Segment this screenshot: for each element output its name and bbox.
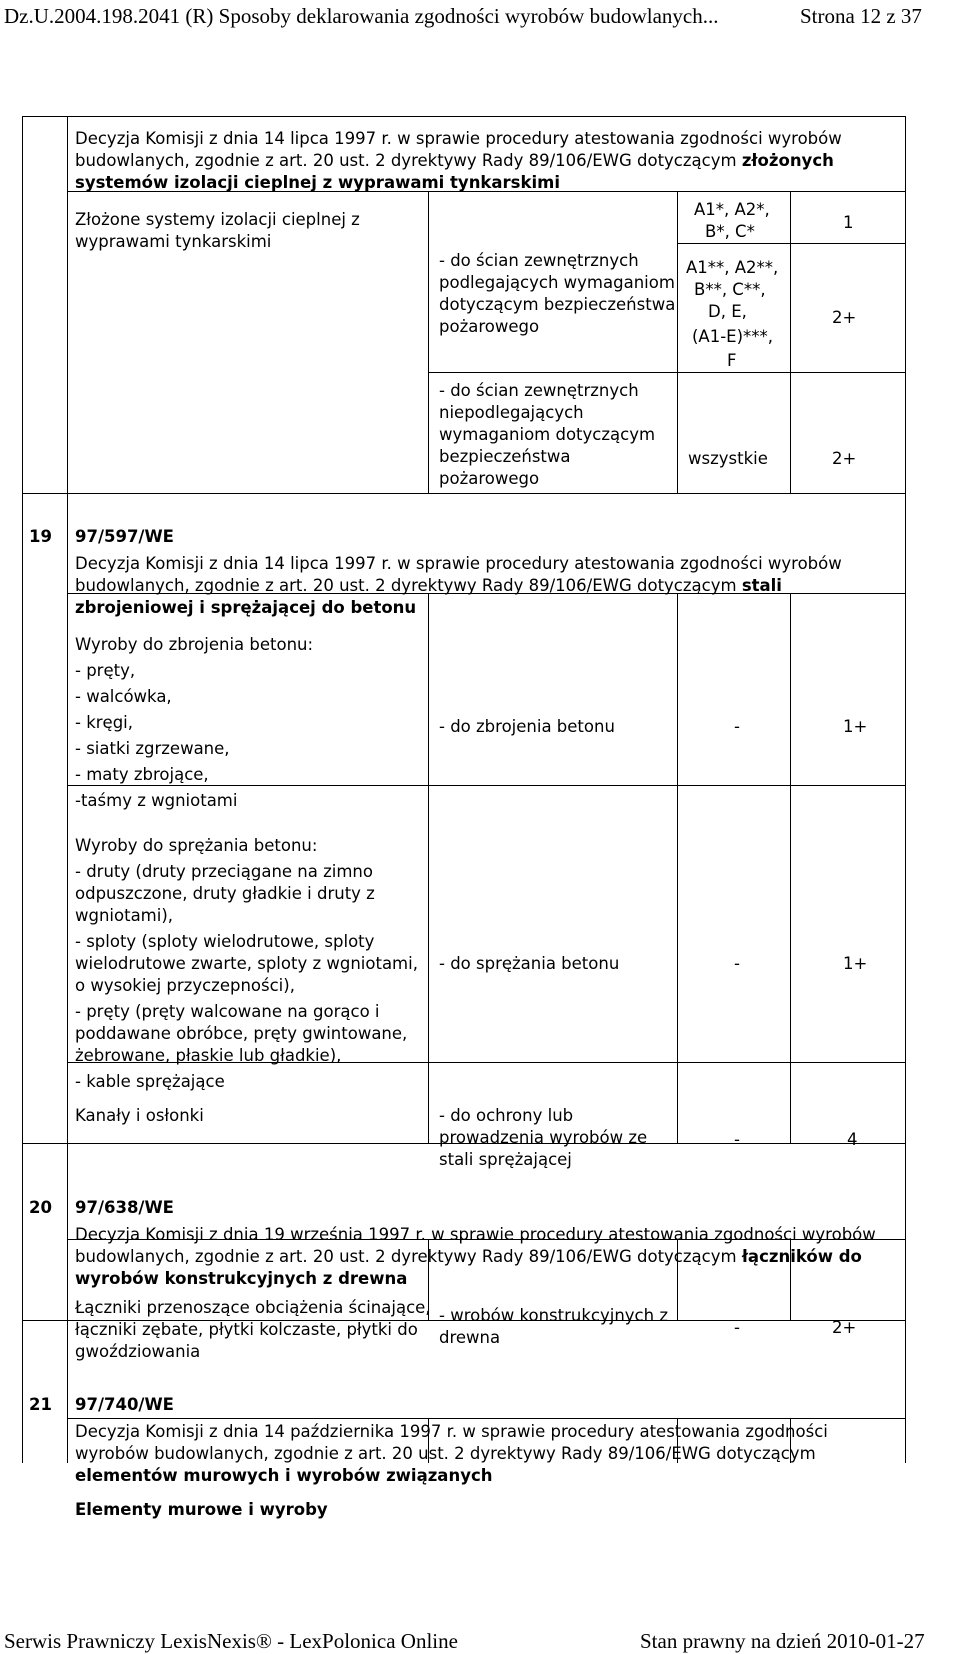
s18-decision-line1: Decyzja Komisji z dnia 14 lipca 1997 r. w sprawie procedury atestowania zgodności wyrobów	[75, 129, 842, 148]
s19-use1: - do zbrojenia betonu	[439, 717, 615, 736]
footer-left: Serwis Prawniczy LexisNexis® - LexPolonica Online	[4, 1629, 458, 1653]
s19-product2-line7: o wysokiej przyczepności),	[75, 976, 295, 995]
s20-decision-line2-text: budowlanych, zgodnie z art. 20 ust. 2 dyrektywy Rady 89/106/EWG dotyczącym	[75, 1247, 742, 1266]
s18-use2-line3: wymaganiom dotyczącym	[439, 425, 656, 444]
s18-use2-line4: bezpieczeństwa	[439, 447, 571, 466]
s19-product1-line6: - maty zbrojące,	[75, 765, 209, 784]
s19-use2: - do sprężania betonu	[439, 954, 620, 973]
s19-decision-line3: zbrojeniowej i sprężającej do betonu	[75, 598, 417, 617]
s19-product2-line9: poddawane obróbce, pręty gwintowane,	[75, 1024, 408, 1043]
s18-decision-line3: systemów izolacji cieplnej z wyprawami tynkarskimi	[75, 173, 560, 192]
s20-number: 20	[29, 1198, 52, 1217]
s19-use3-line2: prowadzenia wyrobów ze	[439, 1128, 648, 1147]
s18-class1a-line1: A1*, A2*,	[694, 200, 770, 219]
s19-product1-line5: - siatki zgrzewane,	[75, 739, 230, 758]
s18-product-line2: wyprawami tynkarskimi	[75, 232, 272, 251]
s21-decision-line2: wyrobów budowlanych, zgodnie z art. 20 ust. 2 dyrektywy Rady 89/106/EWG dotyczącym	[75, 1444, 816, 1463]
s21-code: 97/740/WE	[75, 1395, 174, 1414]
s18-class1b-line2: B**, C**,	[694, 280, 766, 299]
s19-decision-line2-text: budowlanych, zgodnie z art. 20 ust. 2 dyrektywy Rady 89/106/EWG dotyczącym	[75, 576, 742, 595]
s18-level1a: 1	[843, 213, 854, 232]
s19-use3-line1: - do ochrony lub	[439, 1106, 574, 1125]
s20-decision-line1: Decyzja Komisji z dnia 19 września 1997 r. w sprawie procedury atestowania zgodności wyrobów	[75, 1225, 876, 1244]
s20-product-line3: gwoździowania	[75, 1342, 201, 1361]
s18-level2: 2+	[832, 449, 857, 468]
s19-product3: Kanały i osłonki	[75, 1106, 204, 1125]
s20-decision-line2-bold: łączników do	[741, 1247, 862, 1266]
s20-product-line2: łączniki zębate, płytki kolczaste, płytki do	[75, 1320, 418, 1339]
s19-product2-line3: odpuszczone, druty gładkie i druty z	[75, 884, 375, 903]
s18-class1b-line4: (A1-E)***,	[692, 327, 774, 346]
s21-number: 21	[29, 1395, 52, 1414]
s18-use2-line5: pożarowego	[439, 469, 540, 488]
header-left: Dz.U.2004.198.2041 (R) Sposoby deklarowania zgodności wyrobów budowlanych...	[4, 4, 719, 28]
header-page-number: Strona 12 z 37	[800, 4, 922, 28]
s21-decision-line3: elementów murowych i wyrobów związanych	[75, 1466, 493, 1485]
s19-code: 97/597/WE	[75, 527, 174, 546]
s19-product2-line2: - druty (druty przeciągane na zimno	[75, 862, 373, 881]
s19-decision-line2	[75, 576, 782, 596]
s20-product-line1: Łączniki przenoszące obciążenia ścinające,	[75, 1298, 431, 1317]
s19-class3: -	[734, 1130, 740, 1149]
s19-product2-line8: - pręty (pręty walcowane na gorąco i	[75, 1002, 380, 1021]
s21-decision-line1: Decyzja Komisji z dnia 14 października 1997 r. w sprawie procedury atestowania zgodności	[75, 1422, 828, 1441]
s19-level1: 1+	[843, 717, 868, 736]
s18-decision-line2	[75, 151, 834, 171]
s19-product2-line5: - sploty (sploty wielodrutowe, sploty	[75, 932, 375, 951]
s20-use-line2: drewna	[439, 1328, 501, 1347]
s18-class1b-line3: D, E,	[708, 302, 747, 321]
s19-product2-line10: żebrowane, płaskie lub gładkie),	[75, 1046, 342, 1065]
s19-product1-line3: - walcówka,	[75, 687, 172, 706]
s19-product2-line1: Wyroby do sprężania betonu:	[75, 836, 318, 855]
s19-level2: 1+	[843, 954, 868, 973]
s20-use-line1: - wrobów konstrukcyjnych z	[439, 1306, 668, 1325]
s18-use1-line4: pożarowego	[439, 317, 540, 336]
s19-product2-line4: wgniotami),	[75, 906, 174, 925]
s19-decision-line1: Decyzja Komisji z dnia 14 lipca 1997 r. w sprawie procedury atestowania zgodności wyrobów	[75, 554, 842, 573]
s19-product1-line2: - pręty,	[75, 661, 136, 680]
s20-level: 2+	[832, 1318, 857, 1337]
s19-level3: 4	[847, 1130, 858, 1149]
s20-class: -	[734, 1318, 740, 1337]
s18-decision-line2-text: budowlanych, zgodnie z art. 20 ust. 2 dyrektywy Rady 89/106/EWG dotyczącym	[75, 151, 742, 170]
s19-use3-line3: stali sprężającej	[439, 1150, 572, 1169]
s18-use1-line1: - do ścian zewnętrznych	[439, 251, 639, 270]
s18-decision-line2-bold: złożonych	[741, 151, 834, 170]
s18-class1a-line2: B*, C*	[705, 222, 755, 241]
s20-code: 97/638/WE	[75, 1198, 174, 1217]
s19-product1-line7: -taśmy z wgniotami	[75, 791, 238, 810]
s21-product: Elementy murowe i wyroby	[75, 1500, 328, 1519]
s18-use1-line2: podlegających wymaganiom	[439, 273, 675, 292]
s20-decision-line3: wyrobów konstrukcyjnych z drewna	[75, 1269, 408, 1288]
s18-class1b-line5: F	[727, 351, 737, 370]
s19-class1: -	[734, 717, 740, 736]
s19-class2: -	[734, 954, 740, 973]
s18-use2-line2: niepodlegających	[439, 403, 584, 422]
s18-level1b: 2+	[832, 308, 857, 327]
s18-use1-line3: dotyczącym bezpieczeństwa	[439, 295, 676, 314]
s20-decision-line2	[75, 1247, 862, 1267]
s19-number: 19	[29, 527, 52, 546]
s19-product1-line4: - kręgi,	[75, 713, 133, 732]
s19-product1-line1: Wyroby do zbrojenia betonu:	[75, 635, 314, 654]
s18-use2-line1: - do ścian zewnętrznych	[439, 381, 639, 400]
s18-product-line1: Złożone systemy izolacji cieplnej z	[75, 210, 360, 229]
footer-right: Stan prawny na dzień 2010-01-27	[640, 1629, 925, 1653]
s18-class1b-line1: A1**, A2**,	[686, 258, 779, 277]
s19-product2-line11: - kable sprężające	[75, 1072, 225, 1091]
s19-decision-line2-bold: stali	[741, 576, 782, 595]
s18-class2: wszystkie	[688, 449, 768, 468]
s19-product2-line6: wielodrutowe zwarte, sploty z wgniotami,	[75, 954, 418, 973]
